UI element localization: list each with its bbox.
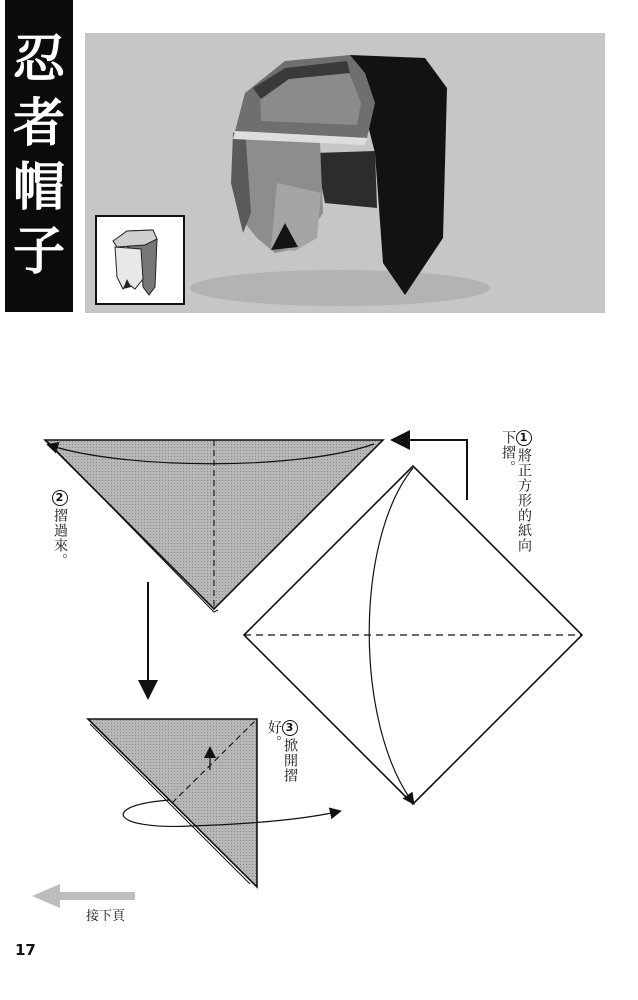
- step2-text: [52, 490, 68, 580]
- title-char-3: 帽: [12, 158, 65, 218]
- next-page-label[interactable]: 接下頁: [86, 909, 126, 924]
- step1-number: 1: [516, 430, 532, 446]
- title-char-2: 者: [12, 94, 65, 154]
- title-char-1: 忍: [12, 30, 65, 90]
- page-number: 17: [15, 941, 36, 959]
- step3-label: 掀開摺好。: [266, 720, 298, 783]
- title-char-4: 子: [12, 222, 65, 282]
- step2-label: 摺過來。: [52, 508, 68, 568]
- step1-label: 將正方形的紙向下摺。: [500, 430, 532, 553]
- step1-text: [500, 430, 532, 560]
- step3-text: [266, 720, 298, 810]
- step3-diagram: [88, 719, 336, 887]
- step3-number: 3: [282, 720, 298, 736]
- step2-number: 2: [52, 490, 68, 506]
